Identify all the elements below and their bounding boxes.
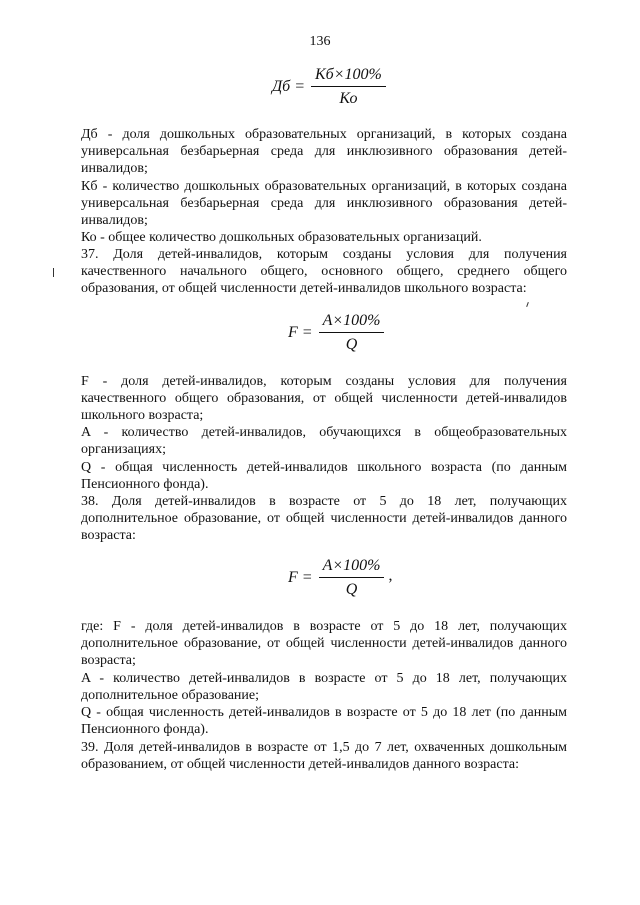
- definition-kb: Кб - количество дошкольных образовательных организаций, в которых создана универсальная безбарьерная среда для инклюзивного образования детей-инвалидов;: [81, 179, 567, 229]
- definition-ko: Ко - общее количество дошкольных образовательных организаций.: [81, 230, 482, 245]
- definition-f-38: где: F - доля детей-инвалидов в возрасте от 5 до 18 лет, получающих дополнительное образование, от общей численности детей-инвалидов данного возраста;: [81, 619, 567, 669]
- formula-f-38: [288, 557, 392, 599]
- formula-f-38-fraction: [319, 557, 385, 599]
- formula-f-37-lhs: F =: [288, 324, 313, 341]
- item-39: 39. Доля детей-инвалидов в возрасте от 1,5 до 7 лет, охваченных дошкольным образованием, от общей численности детей-инвалидов данного возраста:: [81, 740, 567, 773]
- formula-db-fraction: [311, 66, 386, 108]
- page-number: 136: [309, 34, 331, 49]
- formula-db: [272, 66, 386, 108]
- formula-f-38-numerator: A×100%: [319, 557, 385, 578]
- definition-db: Дб - доля дошкольных образовательных организаций, в которых создана универсальная безбарьерная среда для инклюзивного образования детей-инвалидов;: [81, 127, 567, 177]
- definition-f-37: F - доля детей-инвалидов, которым созданы условия для получения качественного общего образования, от общей численности детей-инвалидов школьного возраста;: [81, 374, 567, 424]
- formula-f-37: [288, 312, 384, 354]
- definition-a-37: A - количество детей-инвалидов, обучающихся в общеобразовательных организациях;: [81, 425, 567, 458]
- formula-db-lhs: Дб =: [272, 78, 306, 95]
- item-38: 38. Доля детей-инвалидов в возрасте от 5 до 18 лет, получающих дополнительное образование, от общей численности детей-инвалидов данного возраста:: [81, 494, 567, 544]
- formula-f-37-fraction: [319, 312, 385, 354]
- scan-mark-right: [526, 302, 529, 307]
- definition-q-37: Q - общая численность детей-инвалидов школьного возраста (по данным Пенсионного фонда).: [81, 460, 567, 493]
- formula-f-37-denominator: Q: [345, 336, 358, 353]
- formula-db-denominator: Ко: [339, 90, 358, 107]
- formula-f-38-lhs: F =: [288, 569, 313, 586]
- definition-a-38: A - количество детей-инвалидов в возрасте от 5 до 18 лет, получающих дополнительное образование;: [81, 671, 567, 704]
- formula-f-38-denominator: Q: [345, 581, 358, 598]
- scan-mark-left: [53, 268, 54, 277]
- definition-q-38: Q - общая численность детей-инвалидов в возрасте от 5 до 18 лет (по данным Пенсионного фонда).: [81, 705, 567, 738]
- formula-f-38-comma: ,: [388, 567, 393, 584]
- formula-f-37-numerator: A×100%: [319, 312, 385, 333]
- formula-db-numerator: Кб×100%: [311, 66, 386, 87]
- item-37: 37. Доля детей-инвалидов, которым созданы условия для получения качественного начального общего, основного общего, среднего общего образования, от общей численности детей-инвалидов школьного возраста:: [81, 247, 567, 297]
